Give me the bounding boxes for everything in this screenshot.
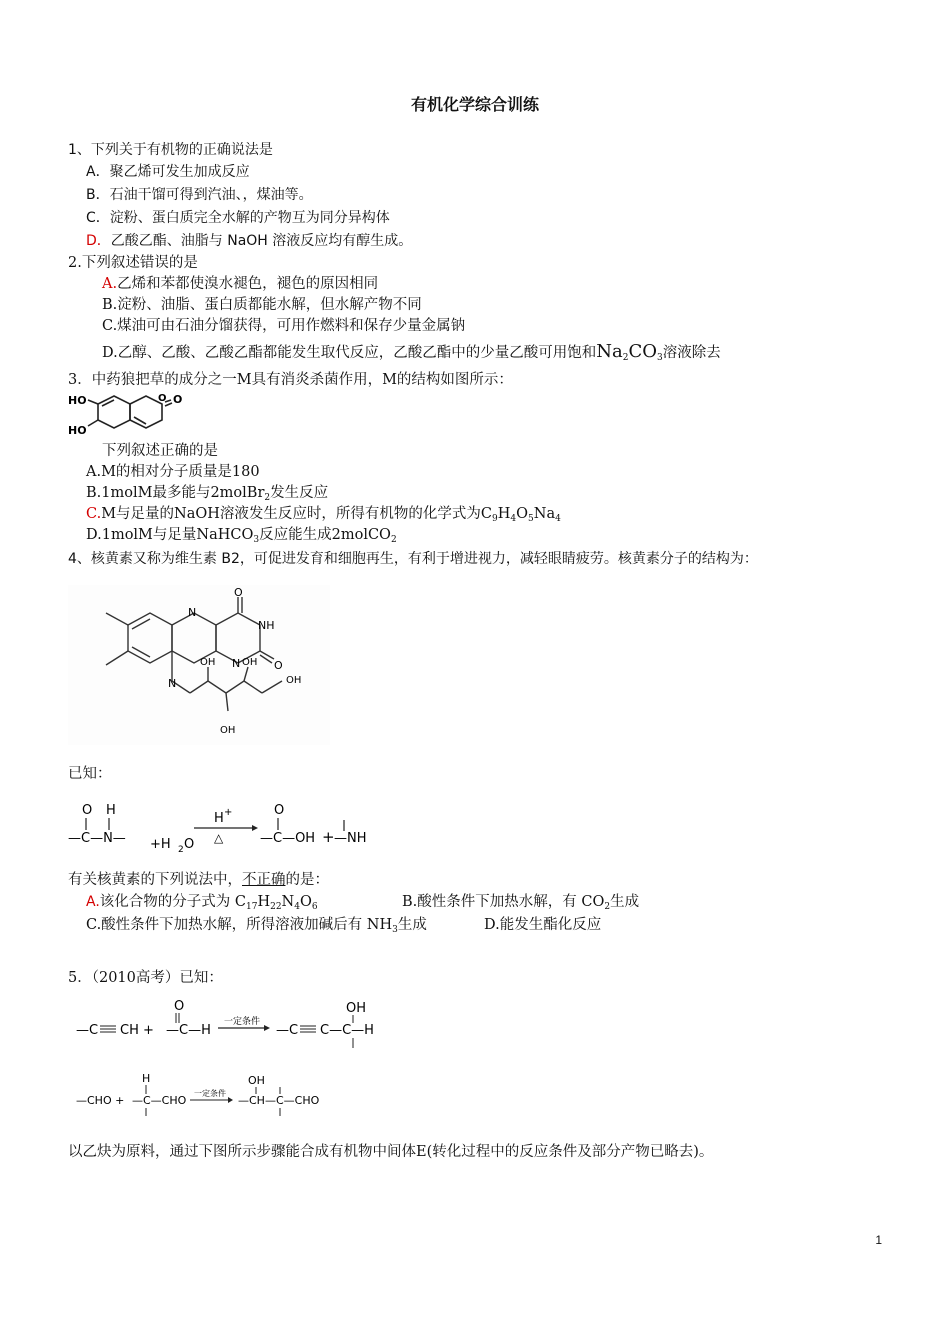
q3-f6: Na xyxy=(533,506,556,522)
q5-rxn2-r2: —C—CHO xyxy=(132,1094,187,1107)
q4-rxn-water-sub: 2 xyxy=(178,845,184,855)
q3-option-c-text: M与足量的NaOH溶液发生反应时，所得有机物的化学式为C xyxy=(101,506,492,522)
q4-label-oh-3: OH xyxy=(242,657,258,668)
q4-rxn-cond-sup: + xyxy=(224,807,233,818)
q3-option-a: A.M的相对分子质量是180 xyxy=(86,464,260,480)
q4-label-n-bottom: N xyxy=(168,677,177,690)
q4-option-b-sub: 2 xyxy=(604,902,611,912)
q4-option-c xyxy=(86,915,427,935)
q4-option-c-sub: 3 xyxy=(392,925,398,935)
q5-rxn2-p-oh: OH xyxy=(248,1074,265,1087)
q3-label-ho-1: HO xyxy=(68,394,87,407)
q4-label-oh-4: OH xyxy=(286,675,302,686)
q5-reaction-1 xyxy=(76,998,396,1050)
q4-a-f7: 6 xyxy=(311,902,318,912)
q3-f3: 4 xyxy=(510,514,517,524)
q2-option-a-letter: A. xyxy=(102,276,118,292)
q4-riboflavin-structure xyxy=(68,585,330,745)
q1-stem: 1、下列关于有机物的正确说法是 xyxy=(68,142,273,158)
q3-option-b-tail: 发生反应 xyxy=(270,485,329,501)
q2-option-d xyxy=(102,342,721,363)
q4-option-b xyxy=(402,892,639,912)
q4-label-oh-1: OH xyxy=(200,657,216,668)
q3-f7: 4 xyxy=(555,514,561,524)
q3-option-d-sub: 3 xyxy=(253,535,260,545)
q4-stem: 4、核黄素又称为维生素 B2，可促进发育和细胞再生，有利于增进视力，减轻眼睛疲劳。核黄素分子的结构为： xyxy=(68,551,758,567)
q4-label-oh-2: OH xyxy=(220,725,236,736)
q4-option-a-letter: A. xyxy=(86,894,100,910)
q5-tail-text: 以乙炔为原料，通过下图所示步骤能合成有机物中间体E(转化过程中的反应条件及部分产物已略去)。 xyxy=(68,1144,714,1160)
q4-rxn-cond-top: H xyxy=(214,811,224,826)
q4-rxn-r-o: O xyxy=(82,803,93,818)
q2-formula-sub3: 3 xyxy=(656,353,663,363)
q2-option-a xyxy=(102,274,378,294)
q4-rxn-r-h: H xyxy=(106,803,116,818)
page-number: 1 xyxy=(875,1233,882,1247)
q4-known-label: 已知： xyxy=(68,766,112,782)
q4-option-d: D.能发生酯化反应 xyxy=(484,917,602,933)
q3-option-d-sub2: 2 xyxy=(390,535,397,545)
q4-rxn-p-nh: —NH xyxy=(334,831,367,846)
q3-option-b-text: B.1molM最多能与2molBr xyxy=(86,485,265,501)
page-title: 有机化学综合训练 xyxy=(410,95,539,114)
q4-sub-stem-post: 的是： xyxy=(285,872,329,888)
q4-option-c-text: C.酸性条件下加热水解，所得溶液加碱后有 NH xyxy=(86,917,393,933)
q4-sub-stem-underline: 不正确 xyxy=(242,872,286,888)
q4-option-a xyxy=(86,892,318,912)
q2-option-b: B.淀粉、油脂、蛋白质都能水解，但水解产物不同 xyxy=(102,297,422,313)
q4-rxn-p-chain: —C—OH xyxy=(260,831,316,846)
q3-label-o-carbonyl: O xyxy=(173,393,183,406)
q5-rxn1-p2: C—C—H xyxy=(320,1023,374,1038)
q3-option-d-text: D.1molM与足量NaHCO xyxy=(86,527,254,543)
q4-a-f5: 4 xyxy=(294,902,300,912)
q1-option-a: A．聚乙烯可发生加成反应 xyxy=(86,164,250,180)
q4-option-b-text: B.酸性条件下加热水解，有 CO xyxy=(402,894,605,910)
q5-stem: 5．（2010高考）已知： xyxy=(68,970,223,986)
q4-a-f1: 17 xyxy=(245,902,258,912)
q4-rxn-plus-water: +H xyxy=(150,837,171,852)
q4-label-nh: NH xyxy=(258,619,275,632)
q4-a-f4: N xyxy=(281,894,295,910)
q5-rxn1-r1: —C xyxy=(76,1023,99,1038)
q2-stem: 2.下列叙述错误的是 xyxy=(68,255,198,271)
q3-option-b-sub: 2 xyxy=(264,493,271,503)
q4-rxn-r-chain: —C—N— xyxy=(68,831,126,846)
q4-option-c-tail: 生成 xyxy=(397,917,427,933)
q2-option-c: C.煤油可由石油分馏获得，可用作燃料和保存少量金属钠 xyxy=(102,318,466,334)
q5-rxn1-r1b: CH + xyxy=(120,1023,154,1038)
q2-option-a-text: 乙烯和苯都使溴水褪色，褪色的原因相同 xyxy=(117,276,379,292)
q3-f1: 9 xyxy=(492,514,498,524)
q4-label-n-right: N xyxy=(232,657,241,670)
q2-option-d-tail: 溶液除去 xyxy=(662,345,721,361)
q4-label-o-right: O xyxy=(274,659,283,672)
q4-a-f2: H xyxy=(257,894,271,910)
q3-f5: 5 xyxy=(528,514,534,524)
q4-label-n-top: N xyxy=(188,606,197,619)
q1-option-d-letter: D． xyxy=(86,233,111,249)
q5-rxn1-cond: 一定条件 xyxy=(224,1017,261,1027)
q3-f2: H xyxy=(497,506,511,522)
q3-option-d-mid: 反应能生成2molCO xyxy=(259,527,391,543)
q1-option-d-text: 乙酸乙酯、油脂与 NaOH 溶液反应均有醇生成。 xyxy=(110,233,413,249)
q4-sub-stem-pre: 有关核黄素的下列说法中， xyxy=(68,872,242,888)
q5-rxn1-p-oh: OH xyxy=(346,1001,367,1016)
q3-option-c-letter: C. xyxy=(86,506,102,522)
q4-rxn-cond-bottom: △ xyxy=(214,831,224,845)
q4-rxn-p-o: O xyxy=(274,803,285,818)
q5-reaction-2 xyxy=(76,1072,336,1120)
q4-hydrolysis-reaction xyxy=(68,798,388,854)
q5-rxn1-r2-o: O xyxy=(174,999,185,1014)
q1-option-c: C．淀粉、蛋白质完全水解的产物互为同分异构体 xyxy=(86,210,390,226)
q3-sub-stem: 下列叙述正确的是 xyxy=(102,443,218,459)
q4-a-f3: 22 xyxy=(270,902,282,912)
q2-option-d-text: D.乙醇、乙酸、乙酸乙酯都能发生取代反应，乙酸乙酯中的少量乙酸可用饱和 xyxy=(102,345,597,361)
q4-rxn-water-o: O xyxy=(184,837,195,852)
q3-option-d xyxy=(86,525,397,545)
q2-formula-sub2: 2 xyxy=(622,353,629,363)
q3-structure-diagram xyxy=(68,390,198,440)
q4-a-f6: O xyxy=(299,894,312,910)
q2-formula-co: CO xyxy=(628,341,657,362)
q4-label-o-top: O xyxy=(234,586,243,599)
q2-formula-na: Na xyxy=(596,341,623,362)
q1-option-d xyxy=(86,231,412,251)
q5-rxn2-r2-h: H xyxy=(142,1072,151,1085)
q3-option-b xyxy=(86,483,328,503)
q5-rxn1-r2: —C—H xyxy=(166,1023,211,1038)
q3-label-o-ring: O xyxy=(158,393,167,404)
q4-rxn-p-plus: + xyxy=(322,828,335,846)
q3-option-c xyxy=(86,504,561,524)
q4-sub-stem xyxy=(68,870,329,890)
q3-stem: 3．中药狼把草的成分之一M具有消炎杀菌作用，M的结构如图所示： xyxy=(68,372,513,388)
q5-rxn2-r1: —CHO + xyxy=(76,1094,125,1107)
q3-label-ho-2: HO xyxy=(68,424,87,437)
q5-rxn2-cond: 一定条件 xyxy=(194,1089,226,1098)
q5-rxn1-p1: —C xyxy=(276,1023,299,1038)
q1-option-b: B．石油干馏可得到汽油、，煤油等。 xyxy=(86,187,313,203)
q5-rxn2-p: —CH—C—CHO xyxy=(238,1094,320,1107)
q3-f4: O xyxy=(516,506,529,522)
q4-option-b-tail: 生成 xyxy=(610,894,640,910)
q4-option-a-text: 该化合物的分子式为 C xyxy=(99,894,246,910)
